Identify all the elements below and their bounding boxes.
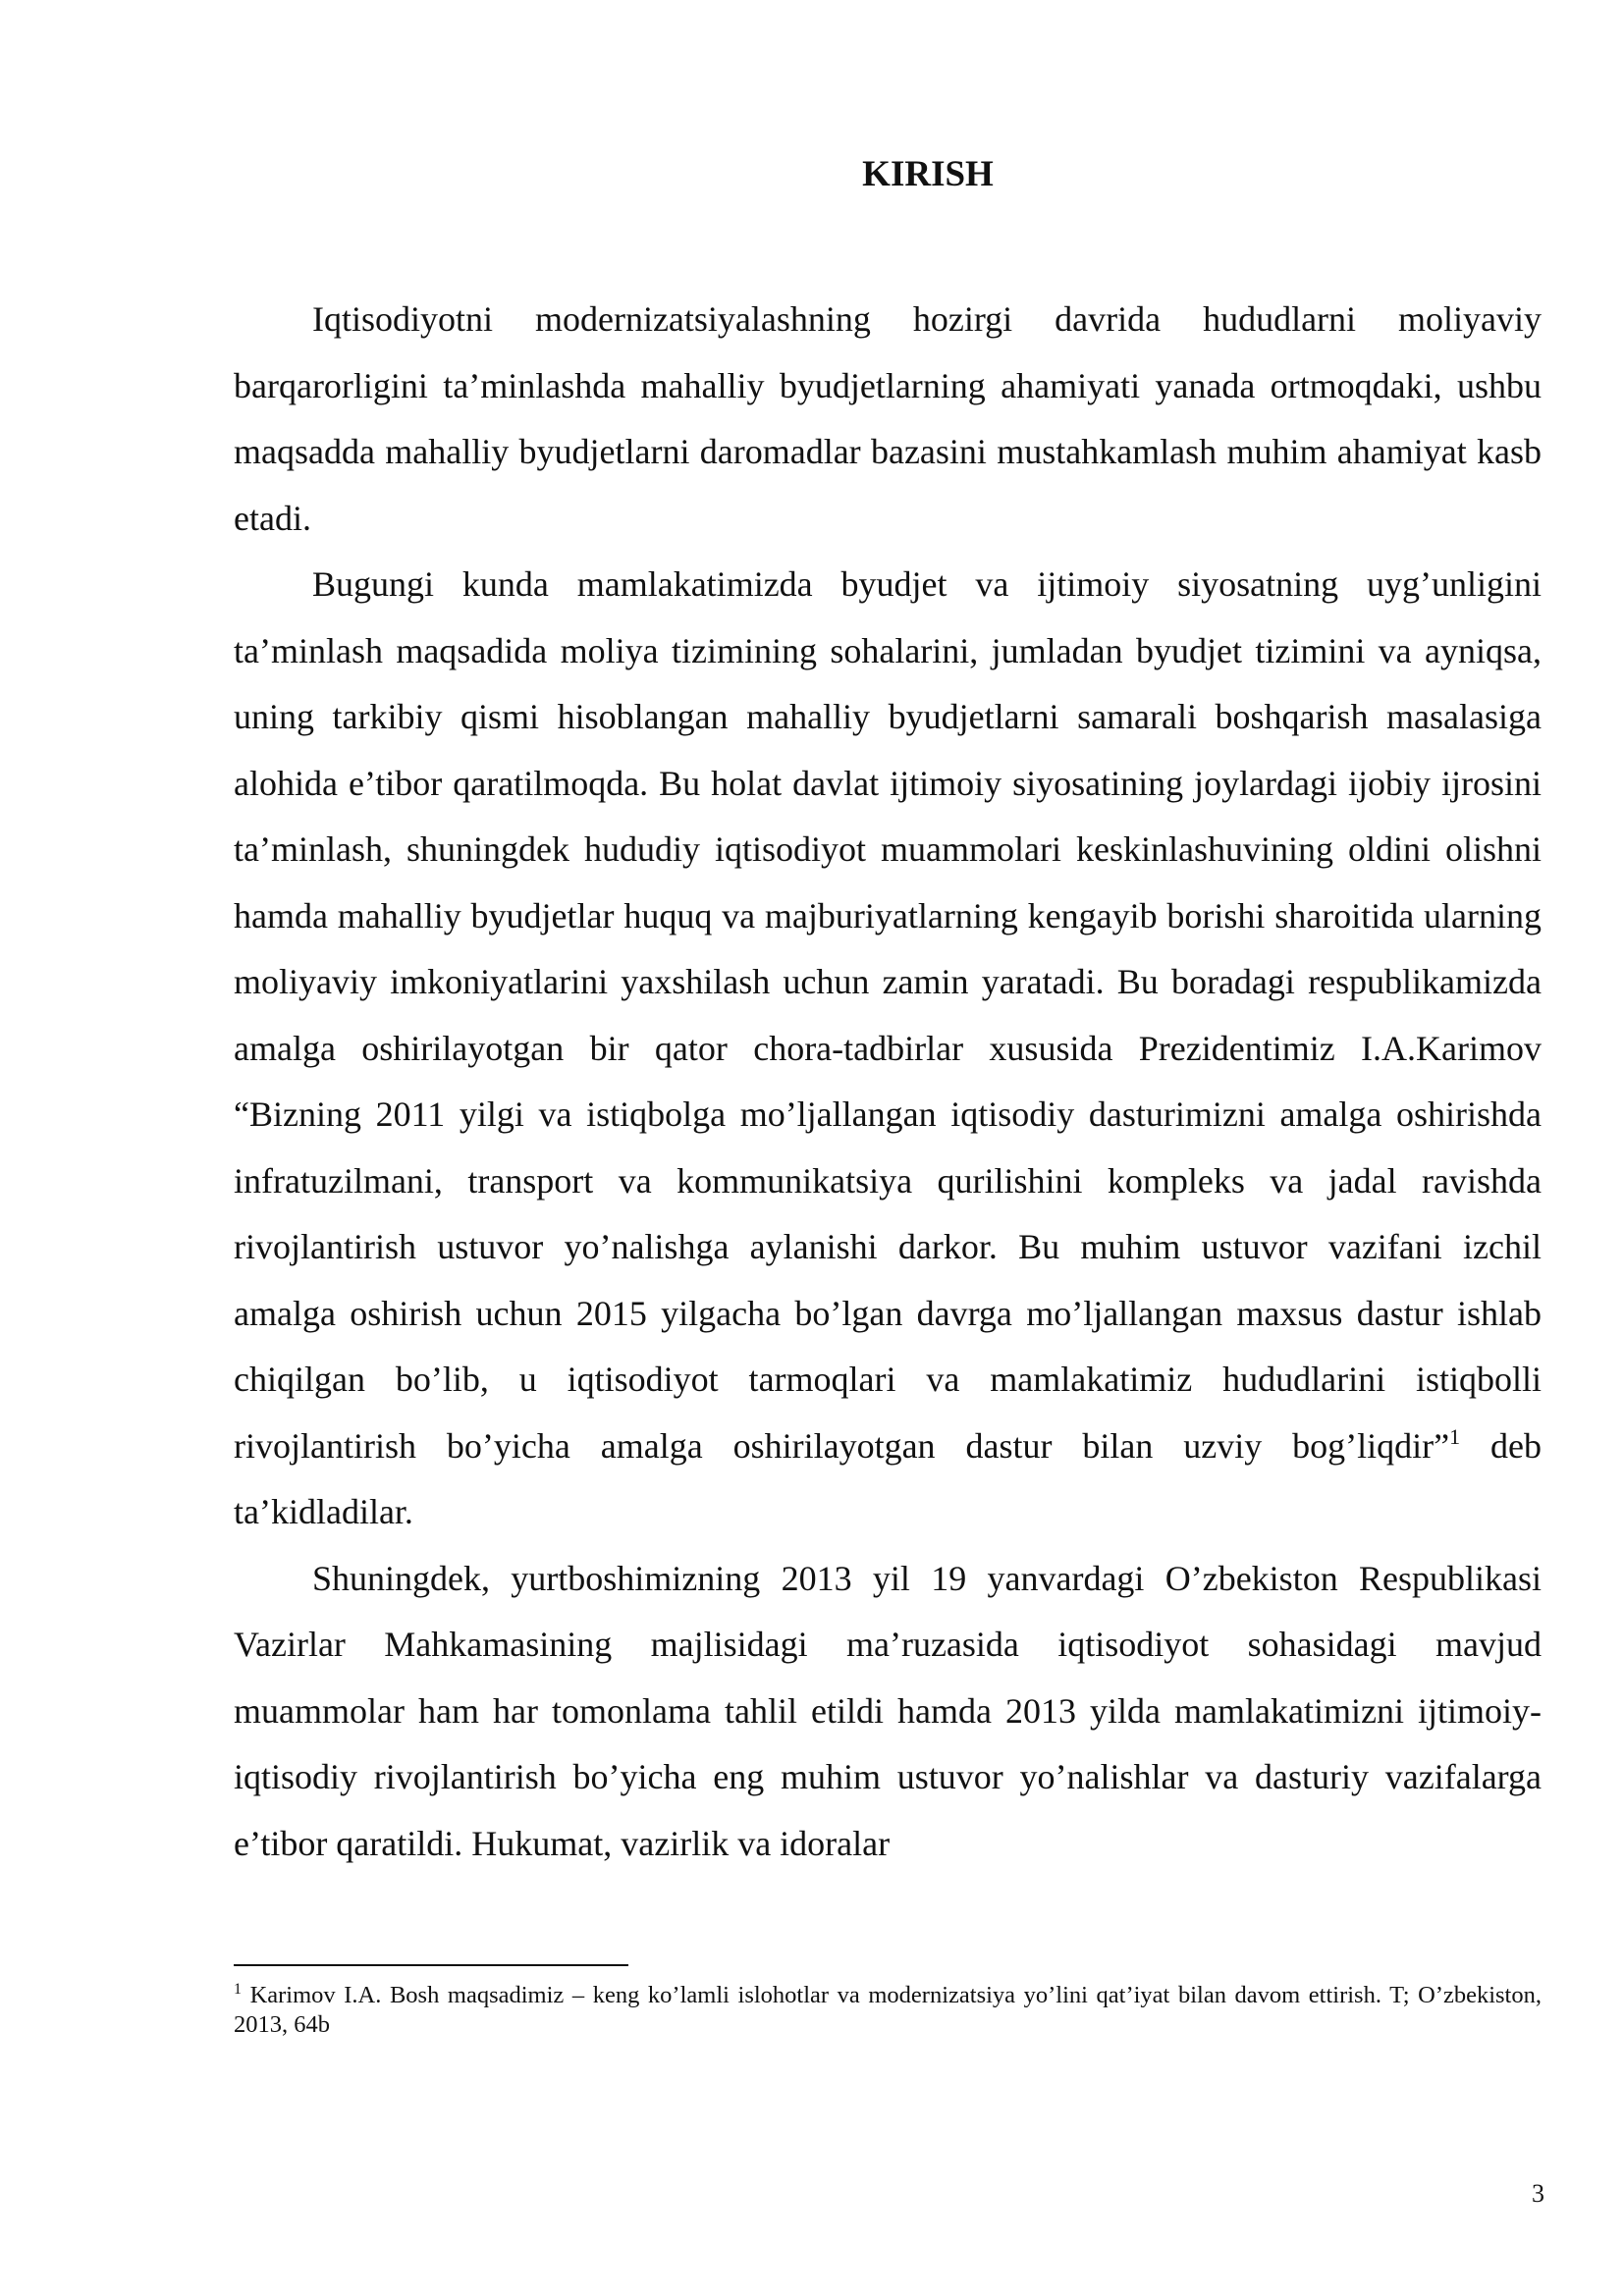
footnote: [234, 1981, 1542, 2040]
page-title: KIRISH: [862, 154, 994, 194]
footnote-mark: 1: [234, 1981, 242, 1998]
paragraph-3: [234, 1546, 1542, 1878]
paragraph-2-text: Bugungi kunda mamlakatimizda byudjet va ijtimoiy siyosatning uyg’unligini ta’minlash maqsadida moliya tizimining sohalarini, jumladan byudjet tizimini va ayniqsa, uning tarkibiy qismi hisoblangan mahalliy byudjetlarni samarali boshqarish masalasiga alohida e’tibor qaratilmoqda. Bu holat davlat ijtimoiy siyosatining joylardagi ijobiy ijrosini ta’minlash, shuningdek hududiy iqtisodiyot muammolari keskinlashuvining oldini olishni hamda mahalliy byudjetlar huquq va majburiyatlarning kengayib borishi sharoitida ularning moliyaviy imkoniyatlarini yaxshilash uchun zamin yaratadi. Bu boradagi respublikamizda amalga oshirilayotgan bir qator chora-tadbirlar xususida Prezidentimiz I.A.Karimov “Bizning 2011 yilgi va istiqbolga mo’ljallangan iqtisodiy dasturimizni amalga oshirishda infratuzilmani, transport va kommunikatsiya qurilishini kompleks va jadal ravishda rivojlantirish ustuvor yo’nalishga aylanishi darkor. Bu muhim ustuvor vazifani izchil amalga oshirish uchun 2015 yilgacha bo’lgan davrga mo’ljallangan maxsus dastur ishlab chiqilgan bo’lib, u iqtisodiyot tarmoqlari va mamlakatimiz hududlarini istiqbolli rivojlantirish bo’yicha amalga oshirilayotgan dastur bilan uzviy bog’liqdir”: [234, 564, 1542, 1466]
page-number: 3: [1532, 2179, 1544, 2208]
footnote-reference[interactable]: 1: [1449, 1423, 1461, 1449]
paragraph-2: [234, 552, 1542, 1546]
body-text: [234, 287, 1542, 1877]
footnote-text: Karimov I.A. Bosh maqsadimiz – keng ko’lamli islohotlar va modernizatsiya yo’lini qat’iyat bilan davom ettirish. T; O’zbekiston, 2013, 64b: [234, 1982, 1542, 2038]
paragraph-2-text-after: deb ta’kidladilar.: [234, 1425, 1542, 1531]
paragraph-1-text: Iqtisodiyotni modernizatsiyalashning hozirgi davrida hududlarni moliyaviy barqarorligini ta’minlashda mahalliy byudjetlarning ahamiyati yanada ortmoqdaki, ushbu maqsadda mahalliy byudjetlarni daromadlar bazasini mustahkamlash muhim ahamiyat kasb etadi.: [234, 299, 1542, 538]
paragraph-1: [234, 287, 1542, 552]
footnote-separator: [234, 1964, 628, 1966]
paragraph-3-text: Shuningdek, yurtboshimizning 2013 yil 19 yanvardagi O’zbekiston Respublikasi Vazirlar Mahkamasining majlisidagi ma’ruzasida iqtisodiyot sohasidagi mavjud muammolar ham har tomonlama tahlil etildi hamda 2013 yilda mamlakatimizni ijtimoiy-iqtisodiy rivojlantirish bo’yicha eng muhim ustuvor yo’nalishlar va dasturiy vazifalarga e’tibor qaratildi. Hukumat, vazirlik va idoralar: [234, 1558, 1542, 1863]
